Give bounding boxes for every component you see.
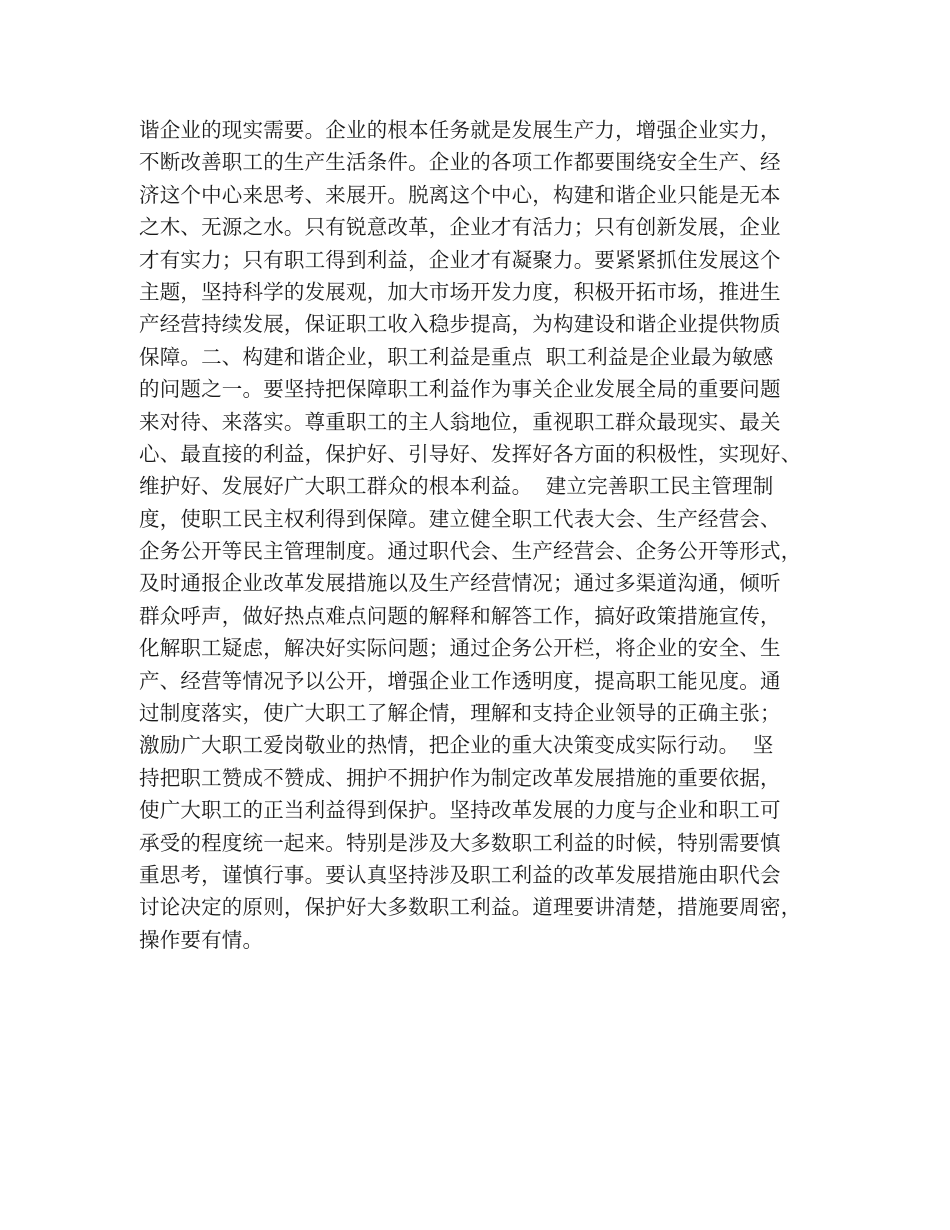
text-line: 企务公开等民主管理制度。通过职代会、生产经营会、企务公开等形式， xyxy=(139,539,802,564)
text-line: 产、经营等情况予以公开，增强企业工作透明度，提高职工能见度。通 xyxy=(139,668,781,693)
text-line: 来对待、来落实。尊重职工的主人翁地位，重视职工群众最现实、最关 xyxy=(139,409,781,434)
body-text xyxy=(139,114,839,956)
text-line: 保障。二、构建和谐企业，职工利益是重点 职工利益是企业最为敏感 xyxy=(139,344,774,369)
text-line: 谐企业的现实需要。企业的根本任务就是发展生产力，增强企业实力， xyxy=(139,118,781,142)
text-line: 维护好、发展好广大职工群众的根本利益。 建立完善职工民主管理制 xyxy=(139,474,774,499)
text-line: 主题，坚持科学的发展观，加大市场开发力度，积极开拓市场，推进生 xyxy=(139,279,781,304)
text-line: 操作要有情。 xyxy=(139,927,264,952)
text-line: 讨论决定的原则，保护好大多数职工利益。道理要讲清楚，措施要周密， xyxy=(139,895,802,920)
text-line: 产经营持续发展，保证职工收入稳步提高，为构建设和谐企业提供物质 xyxy=(139,312,781,337)
text-line: 济这个中心来思考、来展开。脱离这个中心，构建和谐企业只能是无本 xyxy=(139,182,781,207)
text-line: 使广大职工的正当利益得到保护。坚持改革发展的力度与企业和职工可 xyxy=(139,798,781,823)
text-line: 承受的程度统一起来。特别是涉及大多数职工利益的时候，特别需要慎 xyxy=(139,830,781,855)
text-line: 激励广大职工爱岗敬业的热情，把企业的重大决策变成实际行动。 坚 xyxy=(139,733,774,758)
text-line: 心、最直接的利益，保护好、引导好、发挥好各方面的积极性，实现好、 xyxy=(139,441,802,466)
text-line: 及时通报企业改革发展措施以及生产经营情况；通过多渠道沟通，倾听 xyxy=(139,571,781,596)
text-line: 过制度落实，使广大职工了解企情，理解和支持企业领导的正确主张； xyxy=(139,701,781,726)
text-line: 持把职工赞成不赞成、拥护不拥护作为制定改革发展措施的重要依据， xyxy=(139,765,781,790)
text-line: 之木、无源之水。只有锐意改革，企业才有活力；只有创新发展，企业 xyxy=(139,215,781,240)
text-line: 度，使职工民主权利得到保障。建立健全职工代表大会、生产经营会、 xyxy=(139,506,781,531)
text-line: 化解职工疑虑，解决好实际问题；通过企务公开栏，将企业的安全、生 xyxy=(139,636,781,661)
text-line: 不断改善职工的生产生活条件。企业的各项工作都要围绕安全生产、经 xyxy=(139,150,781,175)
text-line: 才有实力；只有职工得到利益，企业才有凝聚力。要紧紧抓住发展这个 xyxy=(139,247,781,272)
text-line: 的问题之一。要坚持把保障职工利益作为事关企业发展全局的重要问题 xyxy=(139,377,781,402)
text-line: 重思考，谨慎行事。要认真坚持涉及职工利益的改革发展措施由职代会 xyxy=(139,862,781,887)
text-line: 群众呼声，做好热点难点问题的解释和解答工作，搞好政策措施宣传， xyxy=(139,603,781,628)
